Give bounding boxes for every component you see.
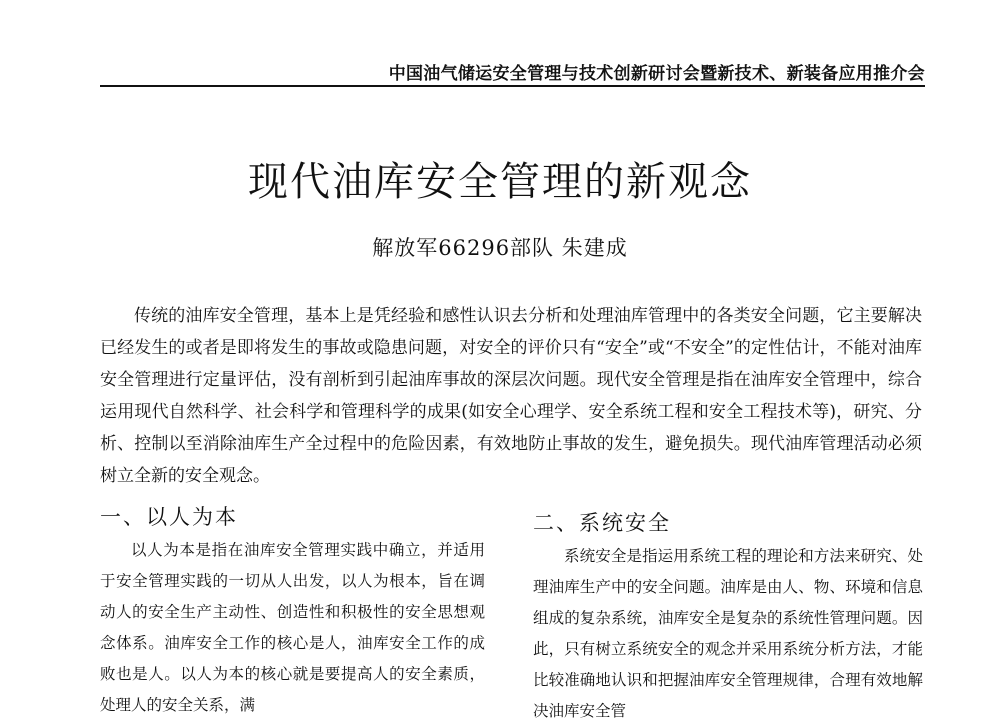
conference-name: 中国油气储运安全管理与技术创新研讨会暨新技术、新装备应用推介会 — [388, 64, 925, 84]
section-body: 系统安全是指运用系统工程的理论和方法来研究、处理油库生产中的安全问题。油库是由人、物、环境和信息组成的复杂系统，油库安全是复杂的系统性管理问题。因此，只有树立系统安全的观念并采用系统分析方法，才能比较准确地认识和把握油库安全管理规律，合理有效地解决油库安全管 — [533, 547, 923, 720]
article-title: 现代油库安全管理的新观念 — [248, 159, 752, 205]
section-heading: 一、以人为本 — [100, 505, 238, 529]
section-system-safety — [533, 503, 923, 727]
running-header — [100, 50, 925, 86]
article-author: 解放军66296部队 朱建成 — [372, 236, 628, 260]
section-people-oriented — [100, 503, 485, 721]
header-rule — [100, 85, 925, 87]
abstract-paragraph: 传统的油库安全管理，基本上是凭经验和感性认识去分析和处理油库管理中的各类安全问题，它主要解决已经发生的或者是即将发生的事故或隐患问题，对安全的评价只有“安全”或“不安全”的定性估计，不能对油库安全管理进行定量评估，没有剖析到引起油库事故的深层次问题。现代安全管理是指在油库安全管理中，综合运用现代自然科学、社会科学和管理科学的成果(如安全心理学、安全系统工程和安全工程技术等)，研究、分析、控制以至消除油库生产全过程中的危险因素，有效地防止事故的发生，避免损失。现代油库管理活动必须树立全新的安全观念。 — [100, 306, 922, 486]
section-body: 以人为本是指在油库安全管理实践中确立，并适用于安全管理实践的一切从人出发，以人为根本，旨在调动人的安全生产主动性、创造性和积极性的安全思想观念体系。油库安全工作的核心是人，油库安全工作的成败也是人。以人为本的核心就是要提高人的安全素质，处理人的安全关系，满 — [100, 541, 485, 714]
section-heading: 二、系统安全 — [533, 511, 671, 535]
